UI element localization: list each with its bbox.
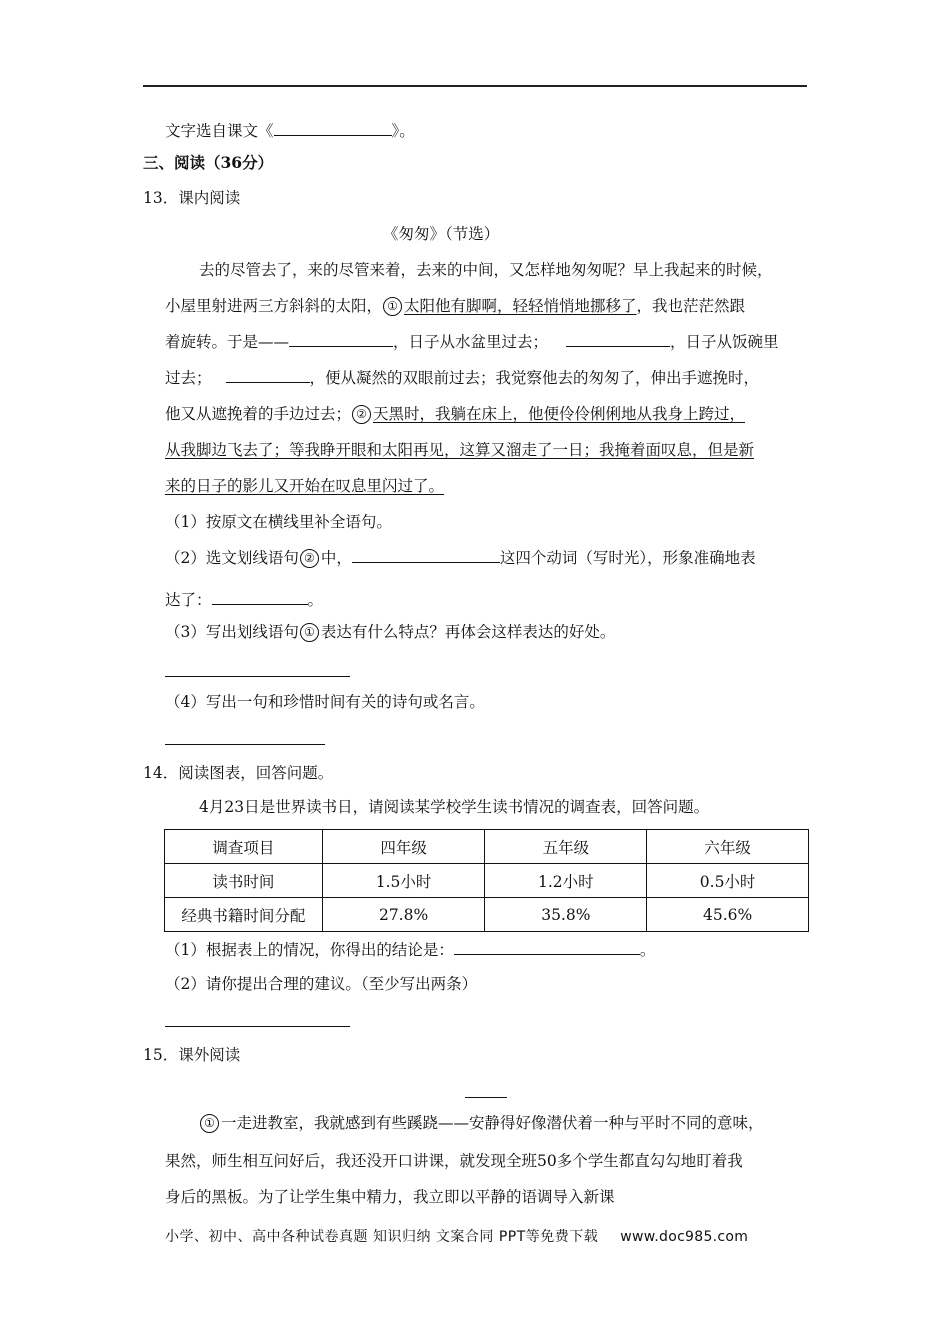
question-14-label: 14．阅读图表，回答问题。 [143,764,334,782]
question-15-label: 15．课外阅读 [143,1046,241,1064]
q14-sub-question-1 [165,940,655,960]
table-header-row [165,830,809,864]
question-13-label: 13．课内阅读 [143,189,241,207]
passage-text: ，我也茫茫然跟 [636,297,746,315]
underlined-sentence-2: 天黑时，我躺在床上，他便伶伶俐俐地从我身上跨过， [373,405,746,423]
footer-banner [165,1226,748,1246]
fill-blank-1[interactable] [289,332,393,347]
table-cell: 读书时间 [165,864,323,898]
footer-url[interactable]: www.doc985.com [620,1229,749,1245]
table-cell: 经典书籍时间分配 [165,898,323,932]
table-header-cell: 五年级 [485,830,647,864]
footer-text: 小学、初中、高中各种试卷真题 知识归纳 文案合同 PPT等免费下载 [165,1229,599,1245]
table-cell: 45.6% [647,898,809,932]
passage-text: ，日子从饭碗里 [670,333,779,351]
section-title: 三、阅读（36分） [143,153,274,172]
passage-text: 着旋转。于是—— [165,333,290,351]
passage-title: 《匆匆》（节选） [383,225,500,243]
fill-blank-2[interactable] [566,332,670,347]
table-cell: 1.2小时 [485,864,647,898]
table-header-cell: 六年级 [647,830,809,864]
sub-question-text: 表达有什么特点？再体会这样表达的好处。 [320,623,616,641]
passage-text: 小屋里射进两三方斜斜的太阳， [165,297,383,315]
table-header-cell: 四年级 [322,830,485,864]
table-row [165,864,809,898]
table-cell: 27.8% [322,898,485,932]
sub-question-text: 达了： [165,591,212,609]
header-rule [143,85,807,87]
circled-number-2: ② [352,405,371,424]
circled-number-1: ① [200,1114,219,1133]
passage-line [199,1113,764,1133]
answer-line-q14[interactable] [165,1026,350,1027]
q12-blank[interactable] [274,121,392,136]
sub-question-text: 这四个动词（写时光），形象准确地表 [499,549,756,567]
passage-line [165,368,759,388]
answer-line-3[interactable] [165,676,350,677]
sub-question-1: （1）按原文在横线里补全语句。 [165,513,392,531]
title-blank[interactable] [465,1097,507,1098]
underlined-sentence-2-end: 来的日子的影儿又开始在叹息里闪过了。 [165,477,445,495]
answer-line-4[interactable] [165,744,325,745]
table-cell: 35.8% [485,898,647,932]
table-header-cell: 调查项目 [165,830,323,864]
passage-text: ，日子从水盆里过去； [393,333,549,351]
sub-question-3 [165,622,615,642]
passage-text: 过去； [165,369,212,387]
survey-table [164,829,809,932]
circled-number-2: ② [300,549,319,568]
underlined-sentence-1: 太阳他有脚啊，轻轻悄悄地挪移了 [404,297,637,315]
sub-question-text: （1）根据表上的情况，你得出的结论是： [165,941,454,959]
expression-blank[interactable] [212,590,308,605]
circled-number-1: ① [383,297,402,316]
passage-line: 去的尽管去了，来的尽管来着，去来的中间，又怎样地匆匆呢？早上我起来的时候， [199,261,773,279]
sub-question-4: （4）写出一句和珍惜时间有关的诗句或名言。 [165,693,485,711]
table-row [165,898,809,932]
passage-text: ，便从凝然的双眼前过去；我觉察他去的匆匆了，伸出手遮挽时， [309,369,760,387]
table-cell: 0.5小时 [647,864,809,898]
sub-question-text: （3）写出划线语句 [165,623,299,641]
passage-line [165,296,745,316]
table-cell: 1.5小时 [322,864,485,898]
q14-sub-question-2: （2）请你提出合理的建议。（至少写出两条） [165,975,478,993]
circled-number-1: ① [300,623,319,642]
passage-line: 身后的黑板。为了让学生集中精力，我立即以平静的语调导入新课 [165,1188,615,1206]
conclusion-blank[interactable] [454,940,640,955]
passage-line [165,404,745,424]
question-14-intro: 4月23日是世界读书日，请阅读某学校学生读书情况的调查表，回答问题。 [199,798,710,816]
passage-text: 一走进教室，我就感到有些蹊跷——安静得好像潜伏着一种与平时不同的意味， [221,1114,764,1132]
q12-text: 文字选自课文《 [165,122,274,140]
underlined-sentence-2-cont: 从我脚边飞去了；等我睁开眼和太阳再见，这算又溜走了一日；我掩着面叹息，但是新 [165,441,755,459]
verbs-blank[interactable] [352,548,500,563]
passage-text: 他又从遮挽着的手边过去； [165,405,352,423]
q12-text-end: 》。 [391,122,415,140]
sub-question-2 [165,548,756,568]
sub-question-text: 中， [320,549,352,567]
passage-line: 果然，师生相互问好后，我还没开口讲课，就发现全班50多个学生都直勾勾地盯着我 [165,1152,743,1170]
fill-blank-3[interactable] [226,368,310,383]
sub-question-text: 。 [639,941,656,959]
passage-line [165,332,779,352]
sub-question-text: 。 [307,591,324,609]
sub-question-text: （2）选文划线语句 [165,549,299,567]
sub-question-2-cont [165,590,323,610]
q12-tail [165,121,415,141]
